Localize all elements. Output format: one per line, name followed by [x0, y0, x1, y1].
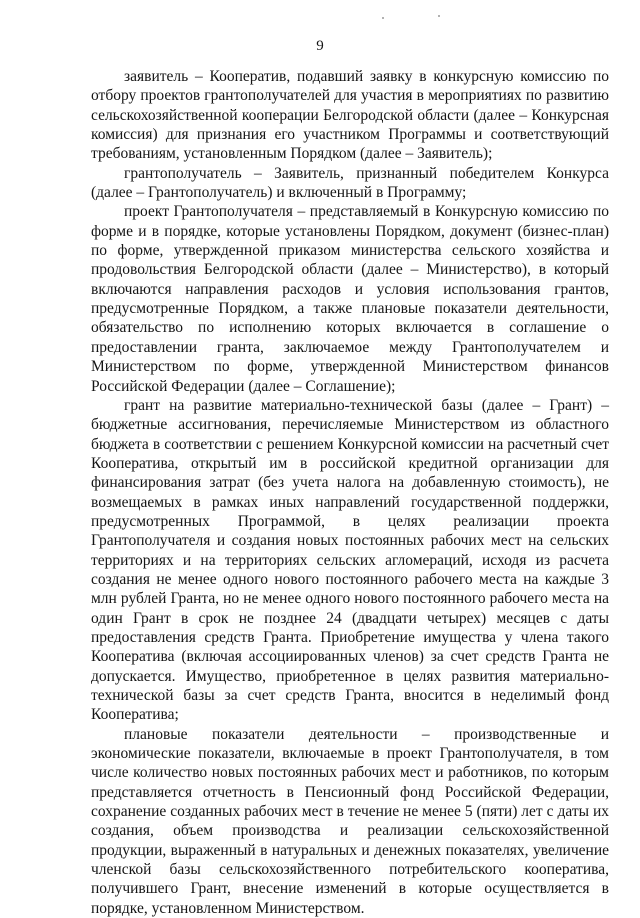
document-body [91, 67, 609, 918]
paragraph-planned-indicators-definition: плановые показатели деятельности – производственные и экономические показатели, включаемые в проект Грантополучателя, в том числе количество новых постоянных рабочих мест и работников, по которым представляется отчетность в Пенсионный фонд Российской Федерации, сохранение созданных рабочих мест в течение не менее 5 (пяти) лет с даты их создания, объем производства и реализации сельскохозяйственной продукции, выраженный в натуральных и денежных показателях, увеличение членской базы сельскохозяйственного потребительского кооператива, получившего Грант, внесение изменений в которые осуществляется в порядке, установленном Министерством. [91, 725, 609, 917]
paragraph-grantee-definition: грантополучатель – Заявитель, признанный победителем Конкурса (далее – Грантополучатель) и включенный в Программу; [91, 164, 609, 202]
paragraph-grantee-project-definition: проект Грантополучателя – представляемый в Конкурсную комиссию по форме и в порядке, которые установлены Порядком, документ (бизнес-план) по форме, утвержденной приказом министерства сельского хозяйства и продовольствия Белгородской области (далее – Министерство), в который включаются направления расходов и условия использования грантов, предусмотренные Порядком, а также плановые показатели деятельности, обязательство по исполнению которых включается в соглашение о предоставлении гранта, заключаемое между Грантополучателем и Министерством по форме, утвержденной Министерством финансов Российской Федерации (далее – Соглашение); [91, 203, 609, 395]
scan-speck [382, 17, 384, 19]
scan-speck [438, 15, 440, 17]
paragraph-applicant-definition: заявитель – Кооператив, подавший заявку в конкурсную комиссию по отбору проектов грантополучателей для участия в мероприятиях по развитию сельскохозяйственной кооперации Белгородской области (далее – Конкурсная комиссия) для признания его участником Программы и соответствующий требованиям, установленным Порядком (далее – Заявитель); [91, 68, 609, 163]
paragraph-grant-definition: грант на развитие материально-технической базы (далее – Грант) – бюджетные ассигнования, перечисляемые Министерством из областного бюджета в соответствии с решением Конкурсной комиссии на расчетный счет Кооператива, открытый им в российской кредитной организации для финансирования затрат (без учета налога на добавленную стоимость), не возмещаемых в рамках иных направлений государственной поддержки, предусмотренных Программой, в целях реализации проекта Грантополучателя и создания новых постоянных рабочих мест на сельских территориях и на территориях сельских агломераций, исходя из расчета создания не менее одного нового постоянного рабочего места на каждые 3 млн рублей Гранта, но не менее одного нового постоянного рабочего места на один Грант в срок не позднее 24 (двадцати четырех) месяцев с даты предоставления средств Гранта. Приобретение имущества у члена такого Кооператива (включая ассоциированных членов) за счет средств Гранта не допускается. Имущество, приобретенное в целях развития материально-технической базы за счет средств Гранта, вносится в неделимый фонд Кооператива; [91, 396, 609, 724]
page-number: 9 [316, 38, 324, 54]
